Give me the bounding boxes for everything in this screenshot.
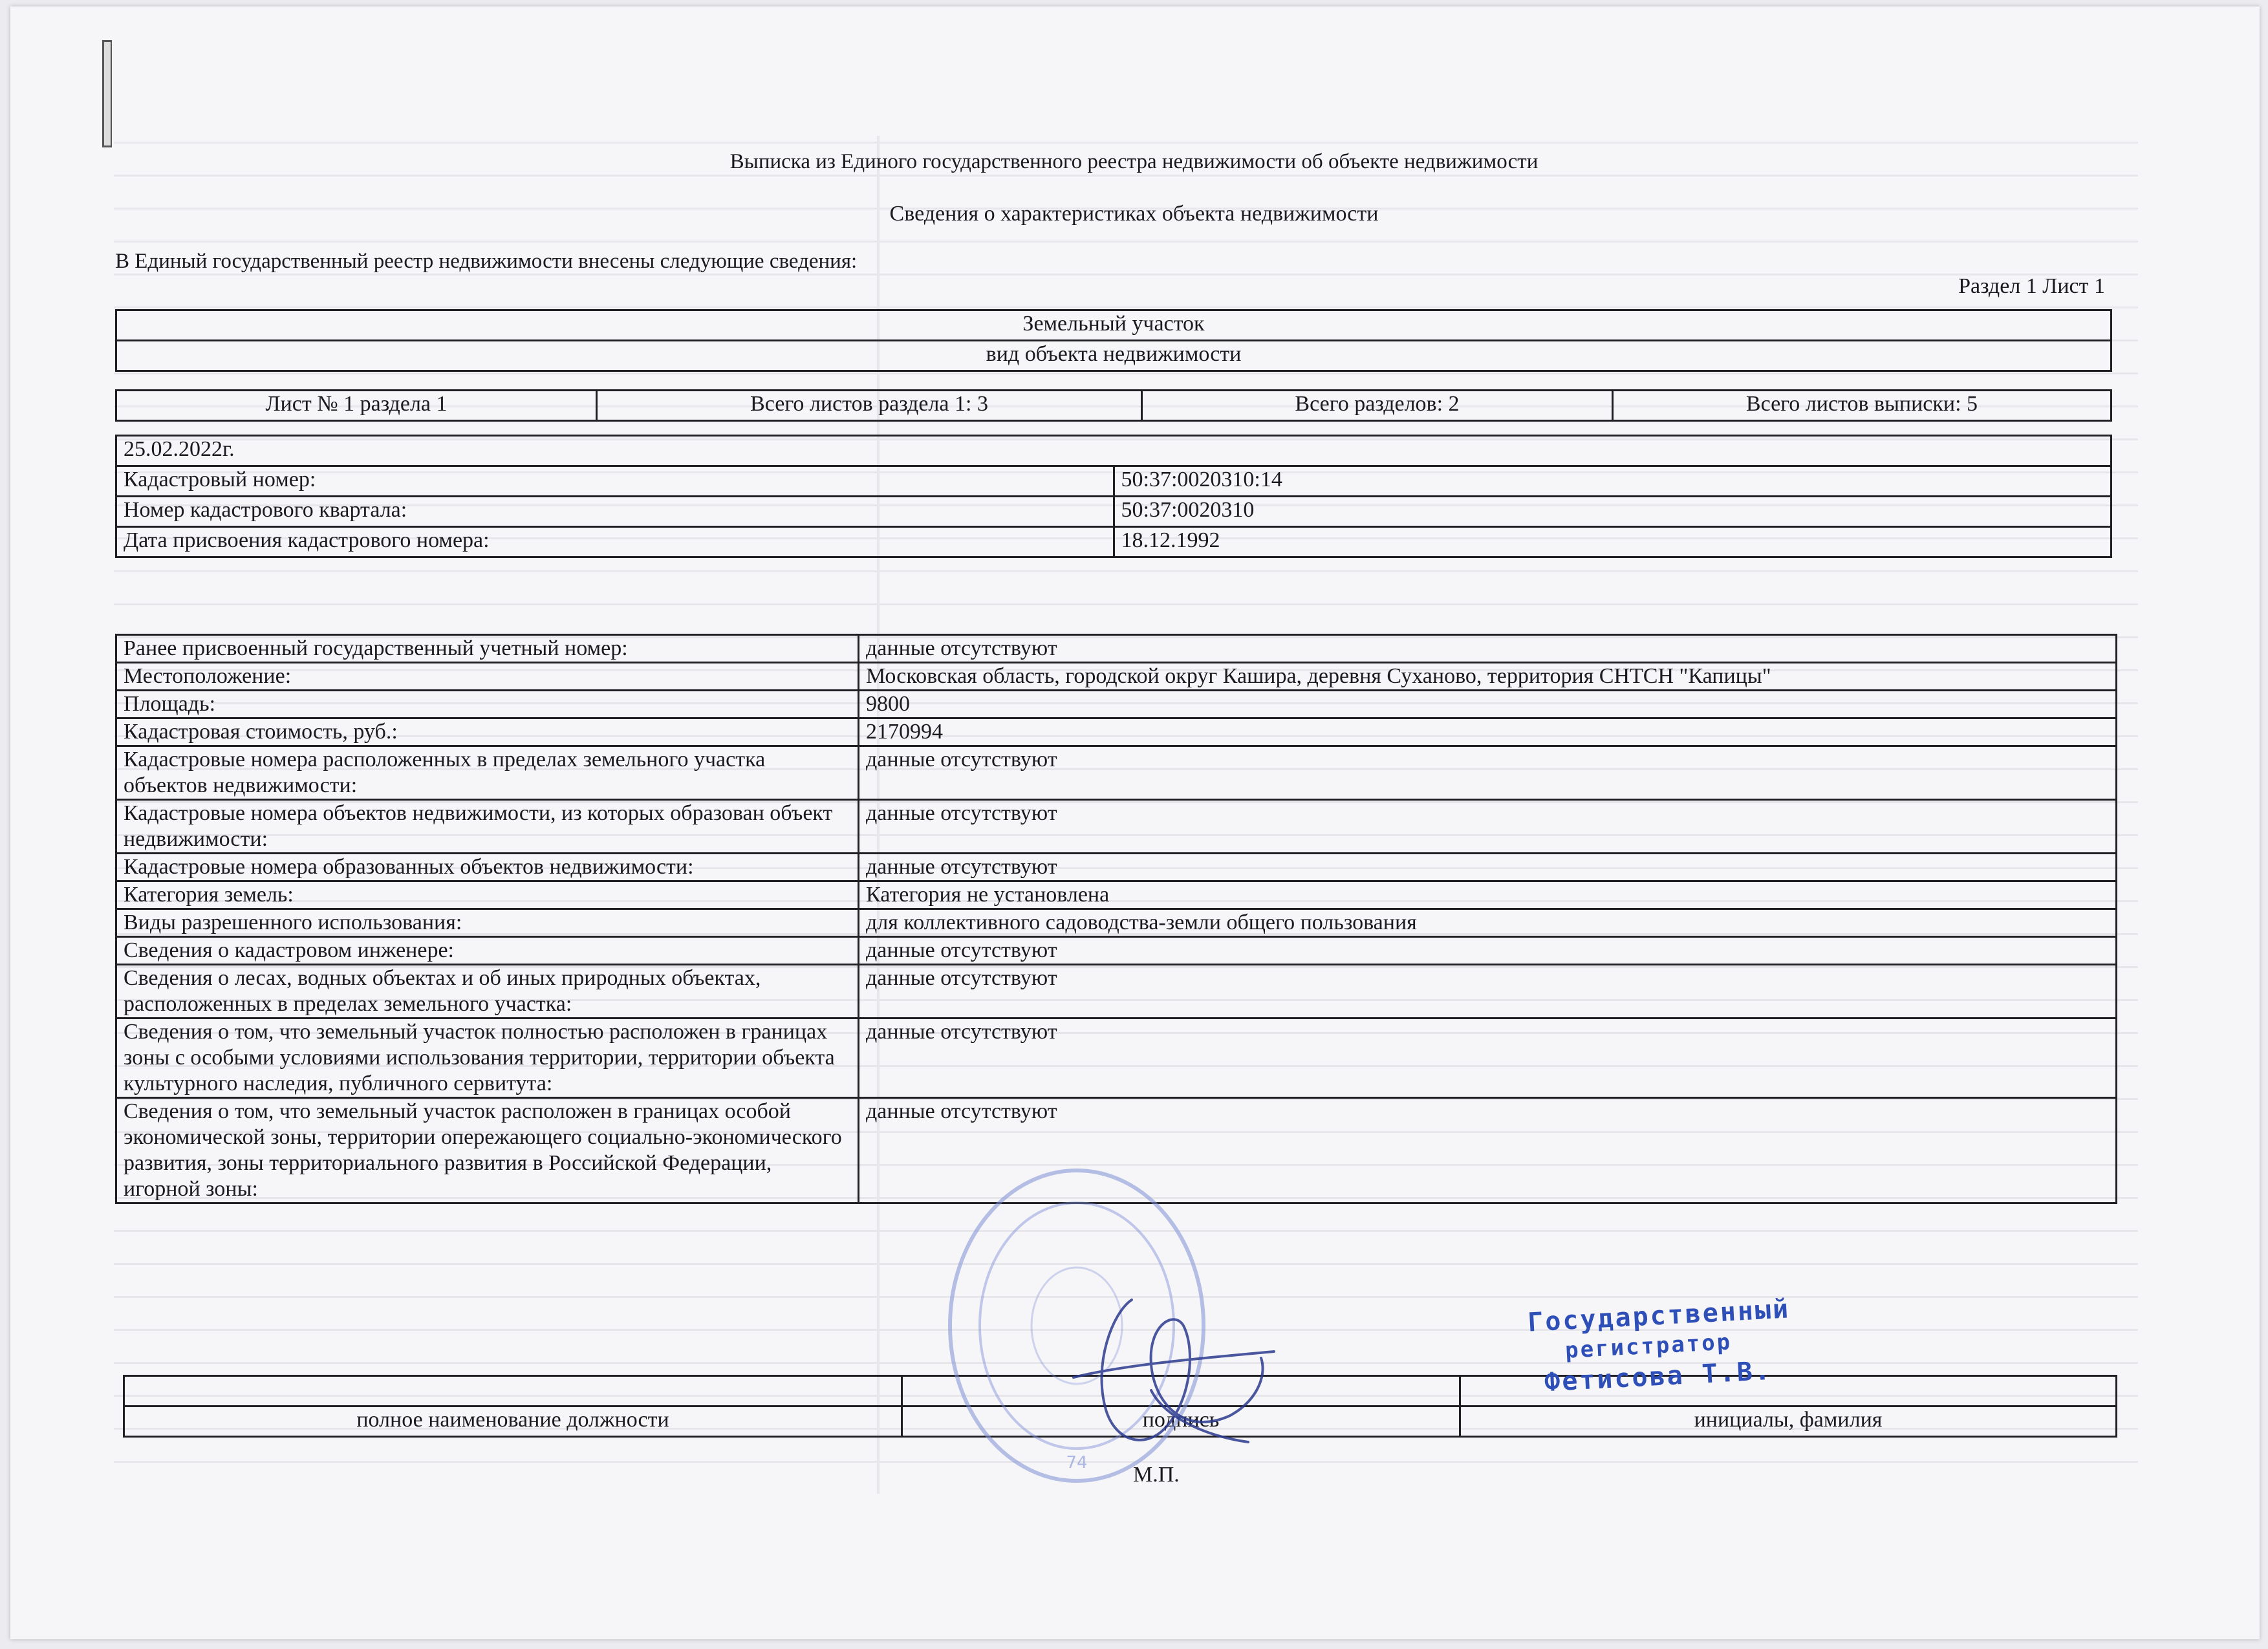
table-row [116,854,2117,881]
row-label: Ранее присвоенный государственный учетный номер: [116,635,859,663]
row-label: Площадь: [116,691,859,718]
row-label: Сведения о кадастровом инженере: [116,937,859,965]
assignment-date-label: Дата присвоения кадастрового номера: [116,527,1114,557]
row-value: данные отсутствуют [859,635,2117,663]
row-value: данные отсутствуют [859,746,2117,800]
row-value: данные отсутствуют [859,1098,2117,1203]
table-row [116,718,2117,746]
assignment-date-value: 18.12.1992 [1114,527,2111,557]
table-row [116,1018,2117,1098]
row-value: 2170994 [859,718,2117,746]
row-value: данные отсутствуют [859,854,2117,881]
document-title: Выписка из Единого государственного реестра недвижимости об объекте недвижимости [729,150,1539,173]
seal-place-label: М.П. [1133,1463,1180,1487]
object-type-caption: вид объекта недвижимости [116,341,2111,371]
total-sections: Всего разделов: 2 [1142,391,1613,421]
total-sheets-section: Всего листов раздела 1: 3 [597,391,1142,421]
table-row [116,909,2117,937]
seal-number: 74 [1066,1453,1088,1472]
sheet-number: Лист № 1 раздела 1 [116,391,597,421]
cadastral-number-value: 50:37:0020310:14 [1114,466,2111,497]
position-caption: полное наименование должности [124,1406,902,1437]
object-type: Земельный участок [116,310,2111,341]
row-label: Сведения о том, что земельный участок расположен в границах особой экономической зоны, территории опережающего социально-экономического развития, зоны территориального развития в Российской Федерации, игорной зоны: [116,1098,859,1203]
row-value: для коллективного садоводства-земли общего пользования [859,909,2117,937]
table-row [116,691,2117,718]
table-row [116,937,2117,965]
cadastral-quarter-label: Номер кадастрового квартала: [116,497,1114,527]
row-label: Кадастровые номера образованных объектов недвижимости: [116,854,859,881]
row-value: данные отсутствуют [859,937,2117,965]
sheet-info-table [115,389,2112,422]
row-value: данные отсутствуют [859,965,2117,1018]
row-label: Кадастровая стоимость, руб.: [116,718,859,746]
cadastral-quarter-value: 50:37:0020310 [1114,497,2111,527]
document-subtitle: Сведения о характеристиках объекта недвижимости [889,202,1379,226]
row-label: Виды разрешенного использования: [116,909,859,937]
row-label: Местоположение: [116,663,859,691]
handwritten-signature [1035,1287,1280,1481]
stamp-line-2: регистратор [1564,1329,1733,1364]
name-caption: инициалы, фамилия [1460,1406,2117,1437]
cadastral-number-label: Кадастровый номер: [116,466,1114,497]
extract-date: 25.02.2022г. [116,436,2111,466]
table-row [116,635,2117,663]
total-sheets-extract: Всего листов выписки: 5 [1613,391,2111,421]
row-value: 9800 [859,691,2117,718]
row-label: Сведения о том, что земельный участок полностью расположен в границах зоны с особыми условиями использования территории, территории объекта культурного наследия, публичного сервитута: [116,1018,859,1098]
position-cell [124,1376,902,1406]
row-label: Сведения о лесах, водных объектах и об иных природных объектах, расположенных в пределах земельного участка: [116,965,859,1018]
table-row [116,965,2117,1018]
row-value: данные отсутствуют [859,800,2117,854]
table-row [116,663,2117,691]
table-row [116,800,2117,854]
staple-mark [102,40,112,147]
table-row [116,881,2117,909]
row-label: Кадастровые номера объектов недвижимости, из которых образован объект недвижимости: [116,800,859,854]
table-row [116,746,2117,800]
stamp-line-1: Государственный [1527,1294,1791,1338]
row-label: Кадастровые номера расположенных в пределах земельного участка объектов недвижимости: [116,746,859,800]
row-value: Категория не установлена [859,881,2117,909]
row-value: данные отсутствуют [859,1018,2117,1098]
intro-text: В Единый государственный реестр недвижимости внесены следующие сведения: [115,250,858,273]
row-value: Московская область, городской округ Кашира, деревня Суханово, территория СНТСН "Капицы" [859,663,2117,691]
signature-caption: подпись [902,1406,1460,1437]
section-reference: Раздел 1 Лист 1 [1958,274,2105,298]
row-label: Категория земель: [116,881,859,909]
object-type-table [115,309,2112,372]
cadastral-info-table [115,435,2112,558]
characteristics-table [115,634,2117,1204]
stamp-line-3: Фетисова Т.В. [1544,1355,1773,1398]
